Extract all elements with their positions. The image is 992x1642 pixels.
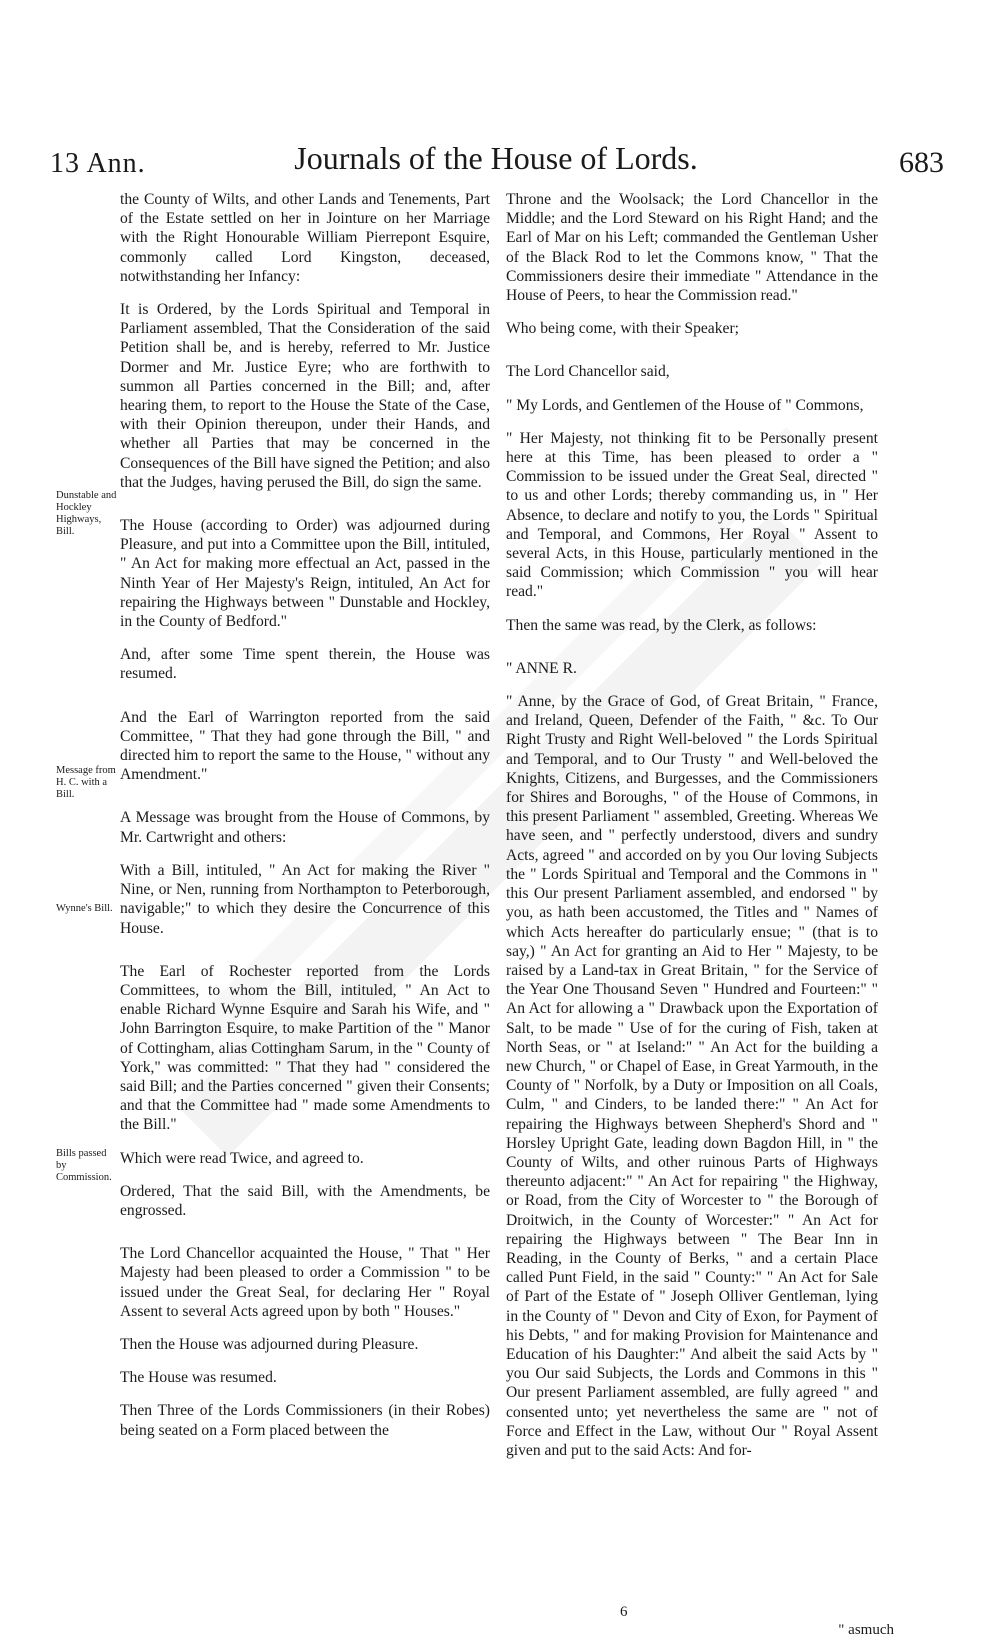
paragraph: And the Earl of Warrington reported from the said Committee, " That they had gone through the Bill, " and directed him to report the same to the House, " without any Amendment.": [120, 708, 490, 784]
margin-note-dunstable: Dunstable and Hockley Highways, Bill.: [56, 490, 117, 537]
left-column: [120, 190, 490, 1454]
paragraph: " My Lords, and Gentlemen of the House of " Commons,: [506, 396, 864, 414]
signature-mark: 6: [620, 1604, 628, 1620]
paragraph: The Lord Chancellor said,: [506, 363, 670, 381]
paragraph: A Message was brought from the House of Commons, by Mr. Cartwright and others:: [120, 809, 490, 846]
commission-text: " Anne, by the Grace of God, of Great Britain, " France, and Ireland, Queen, Defender of the Faith, " &c. To Our Right Trusty and Right Well-beloved " the Lords Spiritual and Temporal, and to Our Trusty " and Well-beloved the Knights, Citizens, and Burgesses, and the Commissioners for Shires and Boroughs, " of the House of Commons, in this present Parliament " assembled, Greeting. Whereas We have seen, and " perfectly understood, divers and sundry Acts, agreed " and accorded on by you Our loving Subjects the " Lords Spiritual and Temporal and the Commons in " this Our present Parliament assembled, and endorsed " by you, as hath been accustomed, the Titles and " Names of which Acts hereafter do particularly ensue; " (that is to say,) " An Act for granting an Aid to Her " Majesty, to be raised by a Land-tax in Great Britain, " for the Service of the Year One Thousand Seven " Hundred and Fourteen:" " An Act for allowing a " Drawback upon the Exportation of Salt, to be made " Use of for the curing of Fish, taken at North Seas, or " at Iseland:" " An Act for the building a new Church, " or Chapel of Ease, in Great Yarmouth, in the County of " Norfolk, by a Duty or Imposition on all Coals, Culm, " and Cinders, to be landed there:" " An Act for repairing the Highways between Shepherd's Shord and " Horsley Upright Gate, leading down Bagdon Hill, in " the County of Wilts, and other ruinous Parts of Highways thereunto adjacent:" " An Act for repairing " the Highway, or Road, from the City of Worcester to " the Borough of Droitwich, in the County of Worcester:" " An Act for repairing the Highways between " The Bear Inn in Reading, in the County of Berks, " and a certain Place called Punt Field, in the said " County:" " An Act for Sale of Part of the Estate of " Joseph Olliver Gentleman, lying in the County of " Devon and City of Exon, for Payment of his Debts, " and for making Provision for Maintenance and Education of his Daughter:" And albeit the said Acts by " you Our said Subjects, the Lords and Commons in this " Our present Parliament assembled, are fully agreed " and consented unto; yet nevertheless the same are " not of Force and Effect in the Law, without Our " Royal Assent given and put to the said Acts: And for-: [506, 693, 878, 1459]
paragraph: The House (according to Order) was adjourned during Pleasure, and put into a Committee upon the Bill, intituled, " An Act for making more effectual an Act, passed in the Ninth Year of Her Majesty's Reign, intituled, An Act for repairing the Highways between " Dunstable and Hockley, in the County of Bedford.": [120, 517, 490, 631]
paragraph: The House was resumed.: [120, 1369, 277, 1387]
paragraph: Ordered, That the said Bill, with the Amendments, be engrossed.: [120, 1182, 490, 1219]
paragraph: the County of Wilts, and other Lands and Tenements, Part of the Estate settled on her in Jointure on her Marriage with the Right Honourable William Pierrepont Esquire, commonly called Lord Kingston, deceased, notwithstanding her Infancy:: [120, 191, 490, 285]
paragraph: Then the House was adjourned during Pleasure.: [120, 1335, 419, 1353]
commission-heading: " ANNE R.: [506, 659, 577, 677]
paragraph: It is Ordered, by the Lords Spiritual and Temporal in Parliament assembled, That the Consideration of the said Petition shall be, and is hereby, referred to Mr. Justice Dormer and Mr. Justice Eyre; who are forthwith to summon all Parties concerned in the Bill; and, after hearing them, to report to the House the State of the Case, with their Opinion thereupon, under their Hands, and whether all Parties that may be concerned in the Consequences of the Bill have signed the Petition; and also that the Judges, having perused the Bill, do sign the same.: [120, 301, 490, 491]
paragraph: Which were read Twice, and agreed to.: [120, 1149, 364, 1167]
paragraph: Then the same was read, by the Clerk, as follows:: [506, 616, 817, 634]
paragraph: " Her Majesty, not thinking fit to be Personally present here at this Time, has been pleased to order a " Commission to be issued under the Great Seal, directed " to us and other Lords; thereby commanding us, in " Her Absence, to declare and notify to you, the Lords " Spiritual and Temporal, and Commons, Her Royal " Assent to several Acts, in this House, particularly mentioned in the said Commission; which Commission " you will hear read.": [506, 429, 878, 601]
right-column: [506, 190, 878, 1474]
paragraph: With a Bill, intituled, " An Act for making the River " Nine, or Nen, running from Northampton to Peterborough, navigable;" to which they desire the Concurrence of this House.: [120, 861, 490, 937]
header-regnal-year: 13 Ann.: [50, 148, 146, 179]
paragraph: Then Three of the Lords Commissioners (in their Robes) being seated on a Form placed between the: [120, 1402, 490, 1439]
paragraph: Throne and the Woolsack; the Lord Chancellor in the Middle; and the Lord Steward on his Right Hand; and the Earl of Mar on his Left; commanded the Gentleman Usher of the Black Rod to let the Commons know, " That the Commissioners desire their immediate " Attendance in the House of Peers, to hear the Commission read.": [506, 191, 878, 305]
margin-note-message: Message from H. C. with a Bill.: [56, 765, 116, 800]
paragraph: The Earl of Rochester reported from the Lords Committees, to whom the Bill, intituled, " An Act to enable Richard Wynne Esquire and Sarah his Wife, and " John Barrington Esquire, to make Partition of the " Manor of Cottingham, alias Cottingham Sarum, in the " County of York," was committed: " That they had " considered the said Bill; and the Parties concerned " given their Consents; and that the Committee had " made some Amendments to the Bill.": [120, 962, 490, 1134]
catchword: " asmuch: [838, 1622, 894, 1638]
header-title: Journals of the House of Lords.: [294, 140, 698, 176]
paragraph: And, after some Time spent therein, the House was resumed.: [120, 646, 490, 683]
page-number: 683: [899, 146, 944, 179]
paragraph: The Lord Chancellor acquainted the House, " That " Her Majesty had been pleased to order a Commission " to be issued under the Great Seal, for declaring Her " Royal Assent to several Acts agreed upon by both " Houses.": [120, 1245, 490, 1320]
margin-note-wynne: Wynne's Bill.: [56, 903, 113, 914]
margin-note-commission: Bills passed by Commission.: [56, 1148, 112, 1183]
paragraph: Who being come, with their Speaker;: [506, 320, 739, 338]
